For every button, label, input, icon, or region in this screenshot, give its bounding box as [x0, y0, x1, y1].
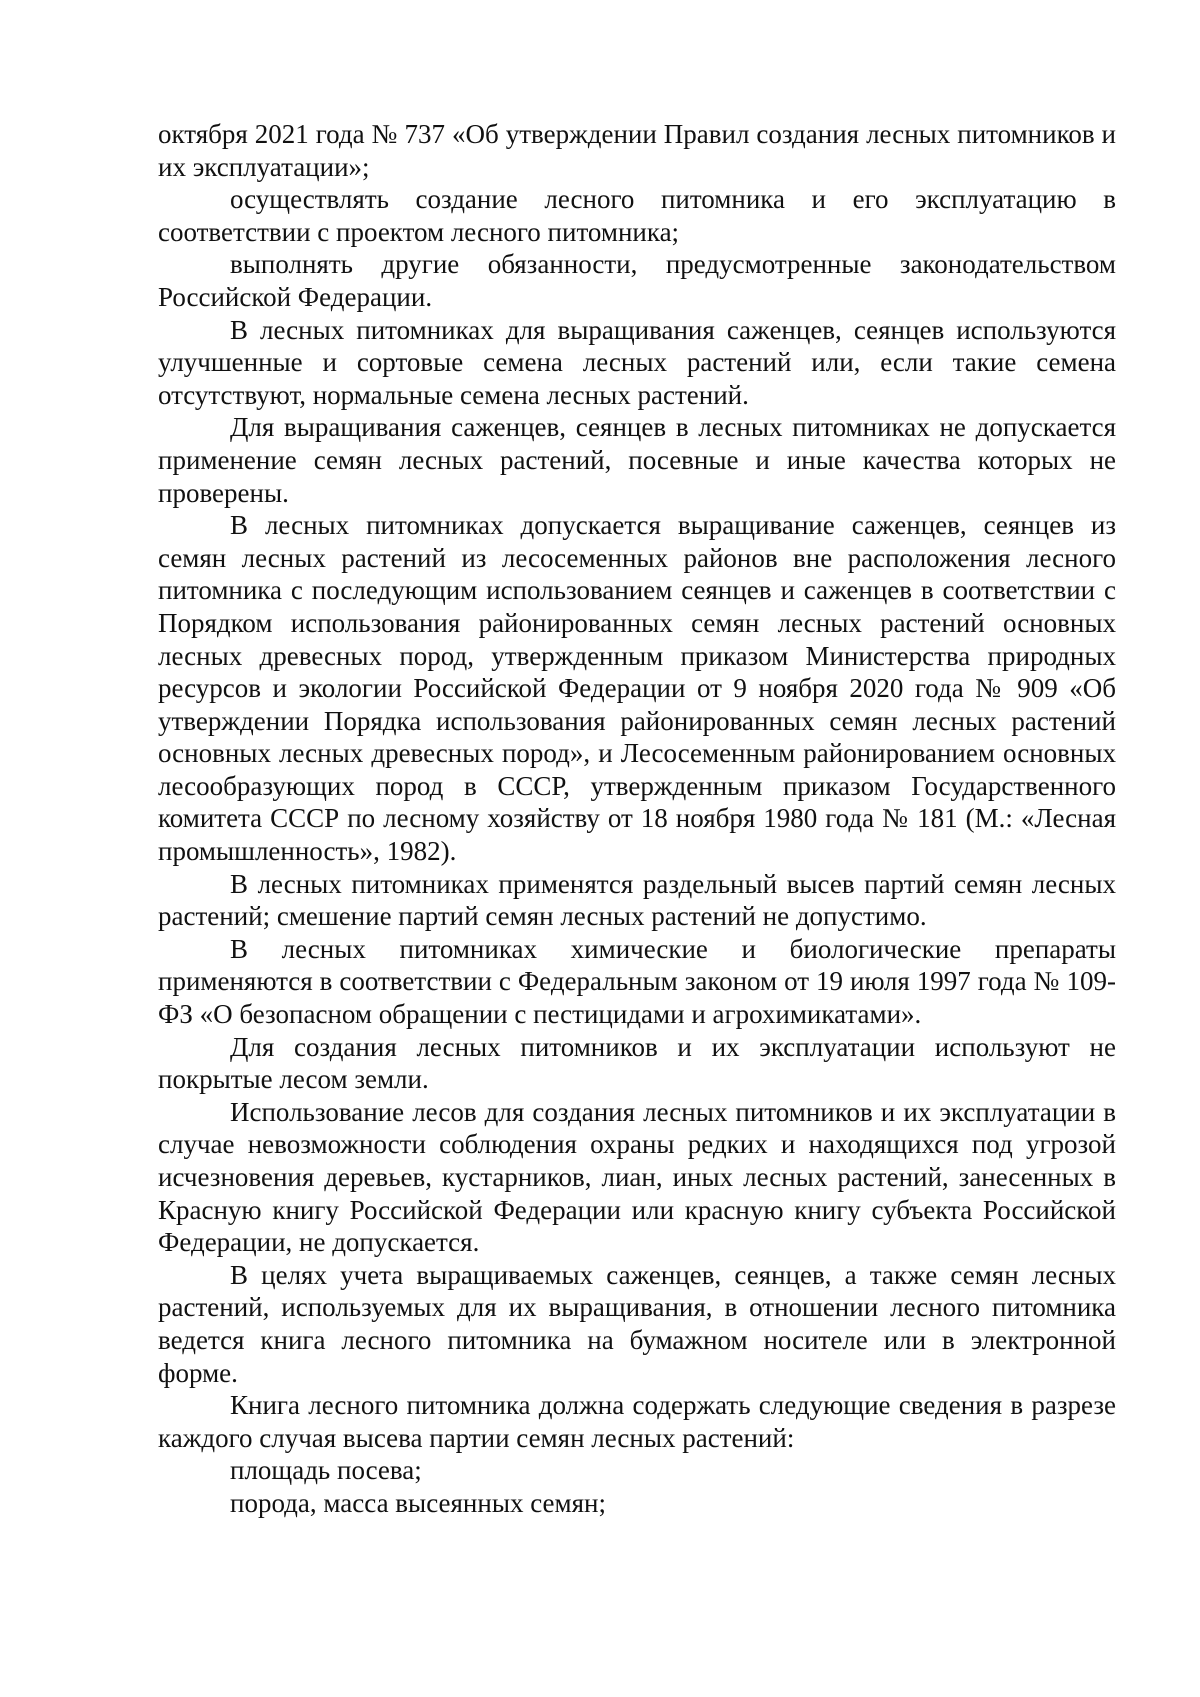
paragraph-continuation: октября 2021 года № 737 «Об утверждении Правил создания лесных питомников и их эксплуатации»; — [158, 119, 1116, 182]
paragraph-land-use: Для создания лесных питомников и их эксплуатации используют не покрытые лесом земли. — [158, 1031, 1116, 1095]
paragraph-separate-sowing: В лесных питомниках применятся раздельный высев партий семян лесных растений; смешение партий семян лесных растений не допустимо. — [158, 868, 1116, 932]
paragraph-seed-regions: В лесных питомниках допускается выращивание саженцев, сеянцев из семян лесных растений из лесосеменных районов вне расположения лесного питомника с последующим использованием сеянцев и саженцев в соответствии с Порядком использования районированных семян лесных растений основных лесных древесных пород, утвержденным приказом Министерства природных ресурсов и экологии Российской Федерации от 9 ноября 2020 года № 909 «Об утверждении Порядка использования районированных семян лесных растений основных лесных древесных пород», и Лесосеменным районированием основных лесообразующих пород в СССР, утвержденным приказом Государственного комитета СССР по лесному хозяйству от 18 ноября 1980 года № 181 (М.: «Лесная промышленность», 1982). — [158, 510, 1116, 867]
paragraph-unverified-seeds: Для выращивания саженцев, сеянцев в лесных питомниках не допускается применение семян лесных растений, посевные и иные качества которых не проверены. — [158, 412, 1116, 508]
paragraph-other-duties: выполнять другие обязанности, предусмотренные законодательством Российской Федерации. — [158, 249, 1116, 312]
paragraph-nursery-creation: осуществлять создание лесного питомника и его эксплуатацию в соответствии с проектом лесного питомника; — [158, 184, 1116, 247]
paragraph-protected-species: Использование лесов для создания лесных питомников и их эксплуатации в случае невозможности соблюдения охраны редких и находящихся под угрозой исчезновения деревьев, кустарников, лиан, иных лесных растений, занесенных в Красную книгу Российской Федерации или красную книгу субъекта Российской Федерации, не допускается. — [158, 1096, 1116, 1258]
paragraph-seed-quality: В лесных питомниках для выращивания саженцев, сеянцев используются улучшенные и сортовые семена лесных растений или, если такие семена отсутствуют, нормальные семена лесных растений. — [158, 314, 1116, 410]
list-item-species-mass: порода, масса высеянных семян; — [230, 1487, 606, 1518]
paragraph-nursery-book: В целях учета выращиваемых саженцев, сеянцев, а также семян лесных растений, используемых для их выращивания, в отношении лесного питомника ведется книга лесного питомника на бумажном носителе или в электронной форме. — [158, 1259, 1116, 1388]
paragraph-book-contents: Книга лесного питомника должна содержать следующие сведения в разрезе каждого случая высева партии семян лесных растений: — [158, 1390, 1116, 1453]
document-body — [158, 118, 1116, 1520]
paragraph-chemicals: В лесных питомниках химические и биологические препараты применяются в соответствии с Федеральным законом от 19 июля 1997 года № 109-ФЗ «О безопасном обращении с пестицидами и агрохимикатами». — [158, 933, 1116, 1030]
list-item-sowing-area: площадь посева; — [230, 1455, 422, 1486]
